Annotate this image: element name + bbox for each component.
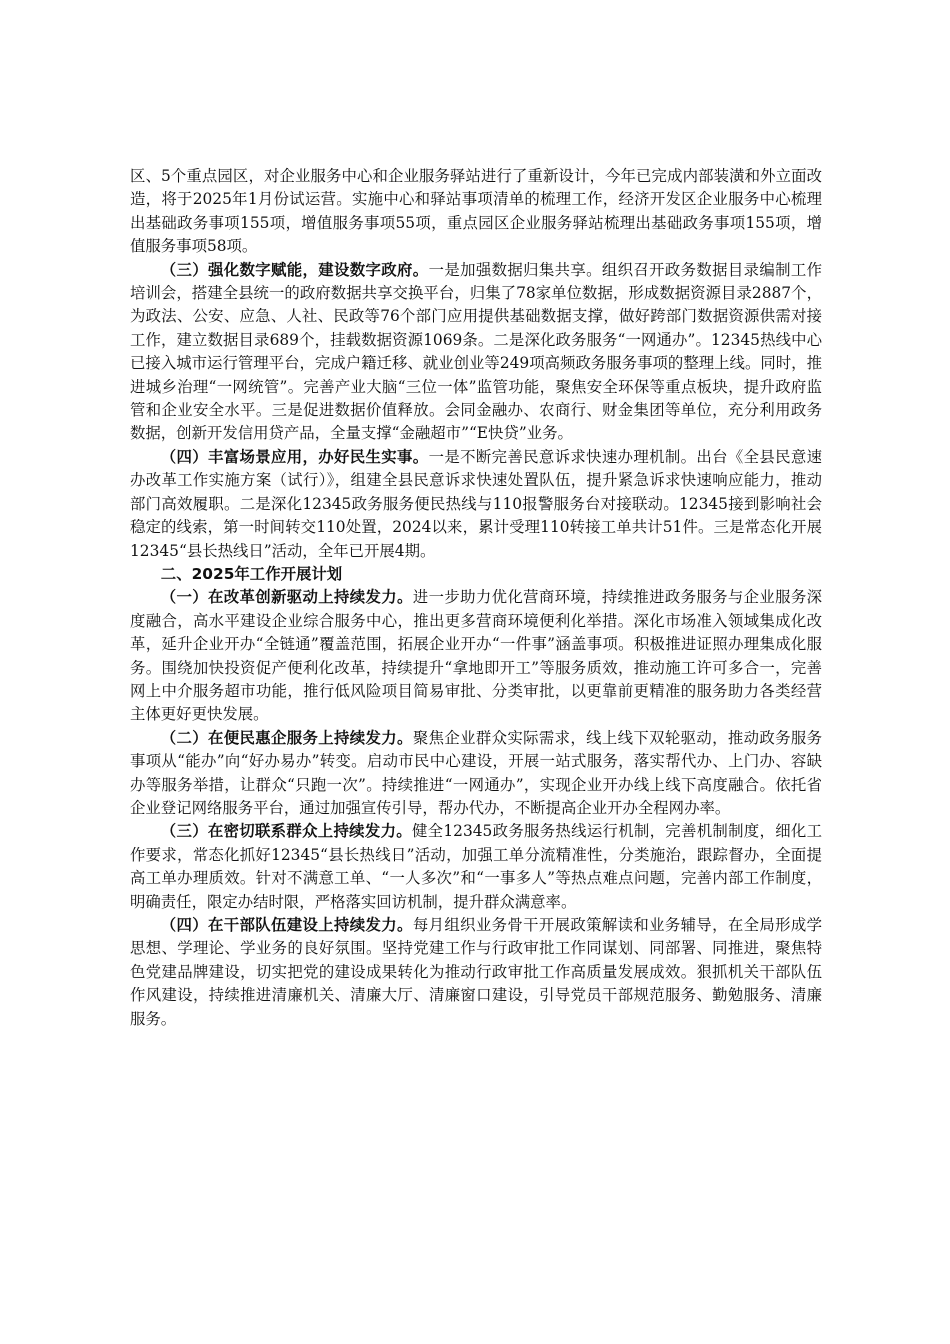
- paragraph-lead-heading: （三）在密切联系群众上持续发力。: [160, 822, 412, 841]
- paragraph-text: 区、5个重点园区，对企业服务中心和企业服务驿站进行了重新设计，今年已完成内部装潢和外立面改造，将于2025年1月份试运营。实施中心和驿站事项清单的梳理工作，经济开发区企业服务中心梳理出基础政务事项155项，增值服务事项55项，重点园区企业服务驿站梳理出基础政务事项155项，增值服务事项58项。: [130, 167, 822, 256]
- paragraph-convenience-service: [130, 727, 822, 821]
- paragraph-lead-heading: （四）在干部队伍建设上持续发力。: [160, 916, 413, 934]
- section-heading-2025-plan: 二、2025年工作开展计划: [160, 564, 343, 583]
- paragraph-text: 一是不断完善民意诉求快速办理机制。出台《全县民意速办改革工作实施方案（试行）》，组建全县民意诉求快速处置队伍，提升紧急诉求快速响应能力，推动部门高效履职。二是深化12345政务服务便民热线与110报警服务台对接联动。12345接到影响社会稳定的线索，第一时间转交110处置，2024以来，累计受理110转接工单共计51件。三是常态化开展12345“县长热线日”活动，全年已开展4期。: [130, 447, 822, 560]
- paragraph-reform-innovation: [130, 586, 822, 726]
- paragraph-park-renovation: [130, 165, 822, 259]
- paragraph-lead-heading: （三）强化数字赋能，建设数字政府。: [160, 260, 429, 279]
- paragraph-lead-heading: （四）丰富场景应用，办好民生实事。: [160, 447, 429, 466]
- paragraph-lead-heading: （一）在改革创新驱动上持续发力。: [160, 588, 413, 607]
- paragraph-public-contact: [130, 820, 822, 914]
- paragraph-lead-heading: （二）在便民惠企服务上持续发力。: [160, 728, 413, 747]
- paragraph-digital-government: [130, 259, 822, 446]
- paragraph-text: 进一步助力优化营商环境，持续推进政务服务与企业服务深度融合，高水平建设企业综合服务中心，推出更多营商环境便利化举措。深化市场准入领域集成化改革，延升企业开办“全链通”覆盖范围，拓展企业开办“一件事”涵盖事项。积极推进证照办理集成化服务。围绕加快投资促产便利化改革，持续提升“拿地即开工”等服务质效，推动施工许可多合一，完善网上中介服务超市功能，推行低风险项目简易审批、分类审批，以更靠前更精准的服务助力各类经营主体更好更快发展。: [130, 588, 822, 724]
- paragraph-cadre-team: [130, 914, 822, 1031]
- paragraph-text: 聚焦企业群众实际需求，线上线下双轮驱动，推动政务服务事项从“能办”向“好办易办”转变。启动市民中心建设，开展一站式服务，落实帮代办、上门办、容缺办等服务举措，让群众“只跑一次”。持续推进“一网通办”，实现企业开办线上线下高度融合。依托省企业登记网络服务平台，通过加强宣传引导，帮办代办，不断提高企业开办全程网办率。: [130, 728, 822, 817]
- document-page: [130, 165, 822, 1031]
- paragraph-text: 每月组织业务骨干开展政策解读和业务辅导，在全局形成学思想、学理论、学业务的良好氛围。坚持党建工作与行政审批工作同谋划、同部署、同推进，聚焦特色党建品牌建设，切实把党的建设成果转化为推动行政审批工作高质量发展成效。狠抓机关干部队伍作风建设，持续推进清廉机关、清廉大厅、清廉窗口建设，引导党员干部规范服务、勤勉服务、清廉服务。: [130, 916, 822, 1028]
- paragraph-scenario-application: [130, 446, 822, 563]
- paragraph-text: 一是加强数据归集共享。组织召开政务数据目录编制工作培训会，搭建全县统一的政府数据共享交换平台，归集了78家单位数据，形成数据资源目录2887个，为政法、公安、应急、人社、民政等76个部门应用提供基础数据支撑，做好跨部门数据资源供需对接工作，建立数据目录689个，挂载数据资源1069条。二是深化政务服务“一网通办”。12345热线中心已接入城市运行管理平台，完成户籍迁移、就业创业等249项高频政务服务事项的整理上线。同时，推进城乡治理“一网统管”。完善产业大脑“三位一体”监管功能，聚焦安全环保等重点板块，提升政府监管和企业安全水平。三是促进数据价值释放。会同金融办、农商行、财金集团等单位，充分利用政务数据，创新开发信用贷产品，全量支撑“金融超市”“E快贷”业务。: [130, 260, 822, 443]
- paragraph-text: 健全12345政务服务热线运行机制，完善机制制度，细化工作要求，常态化抓好12345“县长热线日”活动，加强工单分流精准性，分类施治，跟踪督办，全面提高工单办理质效。针对不满意工单、“一人多次”和“一事多人”等热点难点问题，完善内部工作制度，明确责任，限定办结时限，严格落实回访机制，提升群众满意率。: [130, 822, 822, 911]
